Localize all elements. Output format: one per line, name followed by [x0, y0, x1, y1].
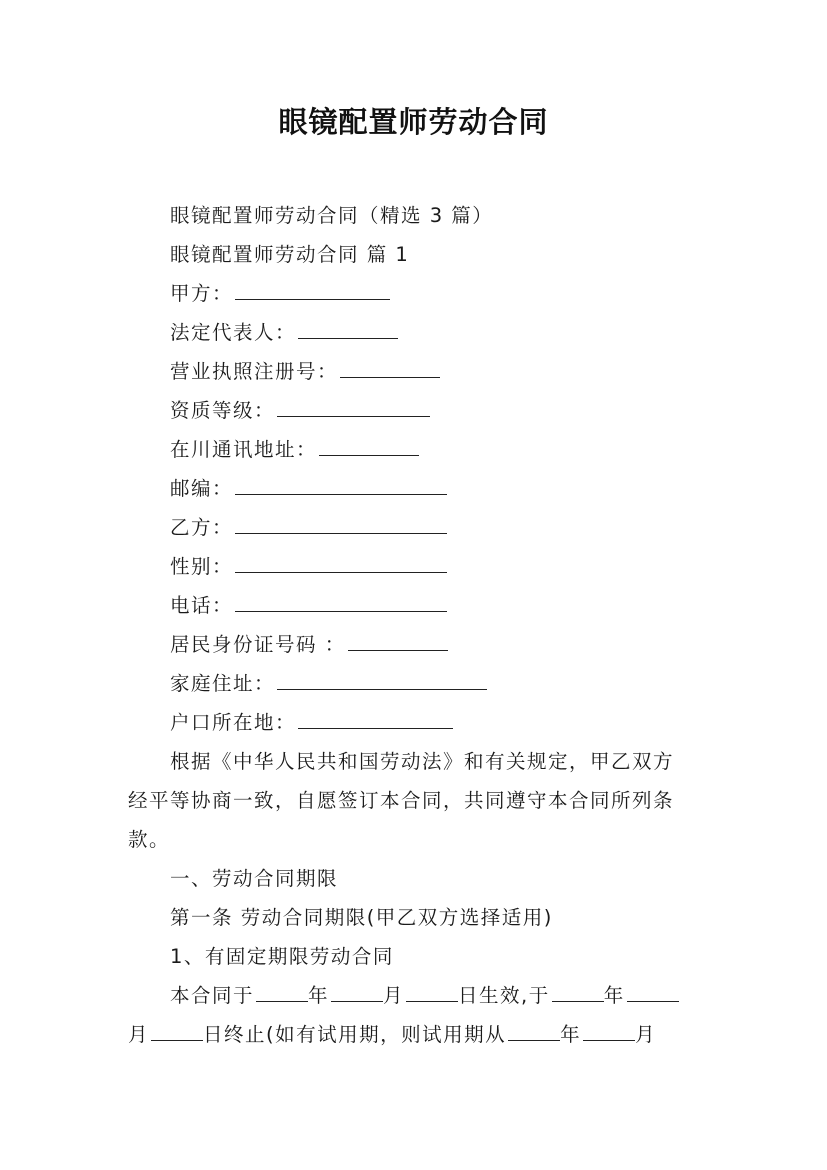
- fill-blank: [235, 476, 447, 495]
- term-line-2: 月 日终止(如有试用期，则试用期从 年 月: [128, 1023, 657, 1046]
- home-address-field: 家庭住址：: [170, 668, 487, 696]
- fill-blank: [235, 554, 447, 573]
- fill-blank: [235, 515, 447, 534]
- fill-blank: [508, 1022, 560, 1041]
- postcode-field: 邮编：: [170, 473, 447, 501]
- fill-blank: [256, 983, 308, 1002]
- fill-blank: [277, 398, 430, 417]
- fill-blank: [331, 983, 383, 1002]
- subtitle-line: 眼镜配置师劳动合同（精选 3 篇）: [170, 204, 494, 227]
- document-title: 眼镜配置师劳动合同: [278, 105, 549, 139]
- party-a-field: 甲方：: [170, 278, 390, 306]
- qualification-field: 资质等级：: [170, 395, 430, 423]
- section-heading: 一、劳动合同期限: [170, 867, 339, 890]
- preamble-line-3: 款。: [128, 828, 171, 851]
- phone-field: 电话：: [170, 590, 447, 618]
- item-heading: 1、有固定期限劳动合同: [170, 945, 394, 968]
- fill-blank: [235, 593, 447, 612]
- fill-blank: [319, 437, 419, 456]
- legal-rep-field: 法定代表人：: [170, 317, 398, 345]
- gender-field: 性别：: [170, 551, 447, 579]
- id-number-field: 居民身份证号码 ：: [170, 629, 448, 657]
- fill-blank: [340, 359, 440, 378]
- preamble-line-2: 经平等协商一致，自愿签订本合同，共同遵守本合同所列条: [128, 789, 675, 812]
- fill-blank: [552, 983, 604, 1002]
- party-b-field: 乙方：: [170, 512, 447, 540]
- fill-blank: [277, 671, 487, 690]
- article-heading: 第一条 劳动合同期限(甲乙双方选择适用): [170, 906, 553, 929]
- address-field: 在川通讯地址：: [170, 434, 419, 462]
- term-line-1: 本合同于 年 月 日生效,于 年: [170, 980, 679, 1008]
- preamble-line-1: 根据《中华人民共和国劳动法》和有关规定，甲乙双方: [170, 750, 675, 773]
- fill-blank: [583, 1022, 635, 1041]
- fill-blank: [298, 320, 398, 339]
- fill-blank: [151, 1022, 203, 1041]
- fill-blank: [298, 710, 453, 729]
- fill-blank: [235, 281, 390, 300]
- fill-blank: [406, 983, 458, 1002]
- hukou-field: 户口所在地：: [170, 707, 453, 735]
- fill-blank: [348, 632, 448, 651]
- fill-blank: [627, 983, 679, 1002]
- part-heading: 眼镜配置师劳动合同 篇 1: [170, 243, 410, 266]
- license-no-field: 营业执照注册号：: [170, 356, 440, 384]
